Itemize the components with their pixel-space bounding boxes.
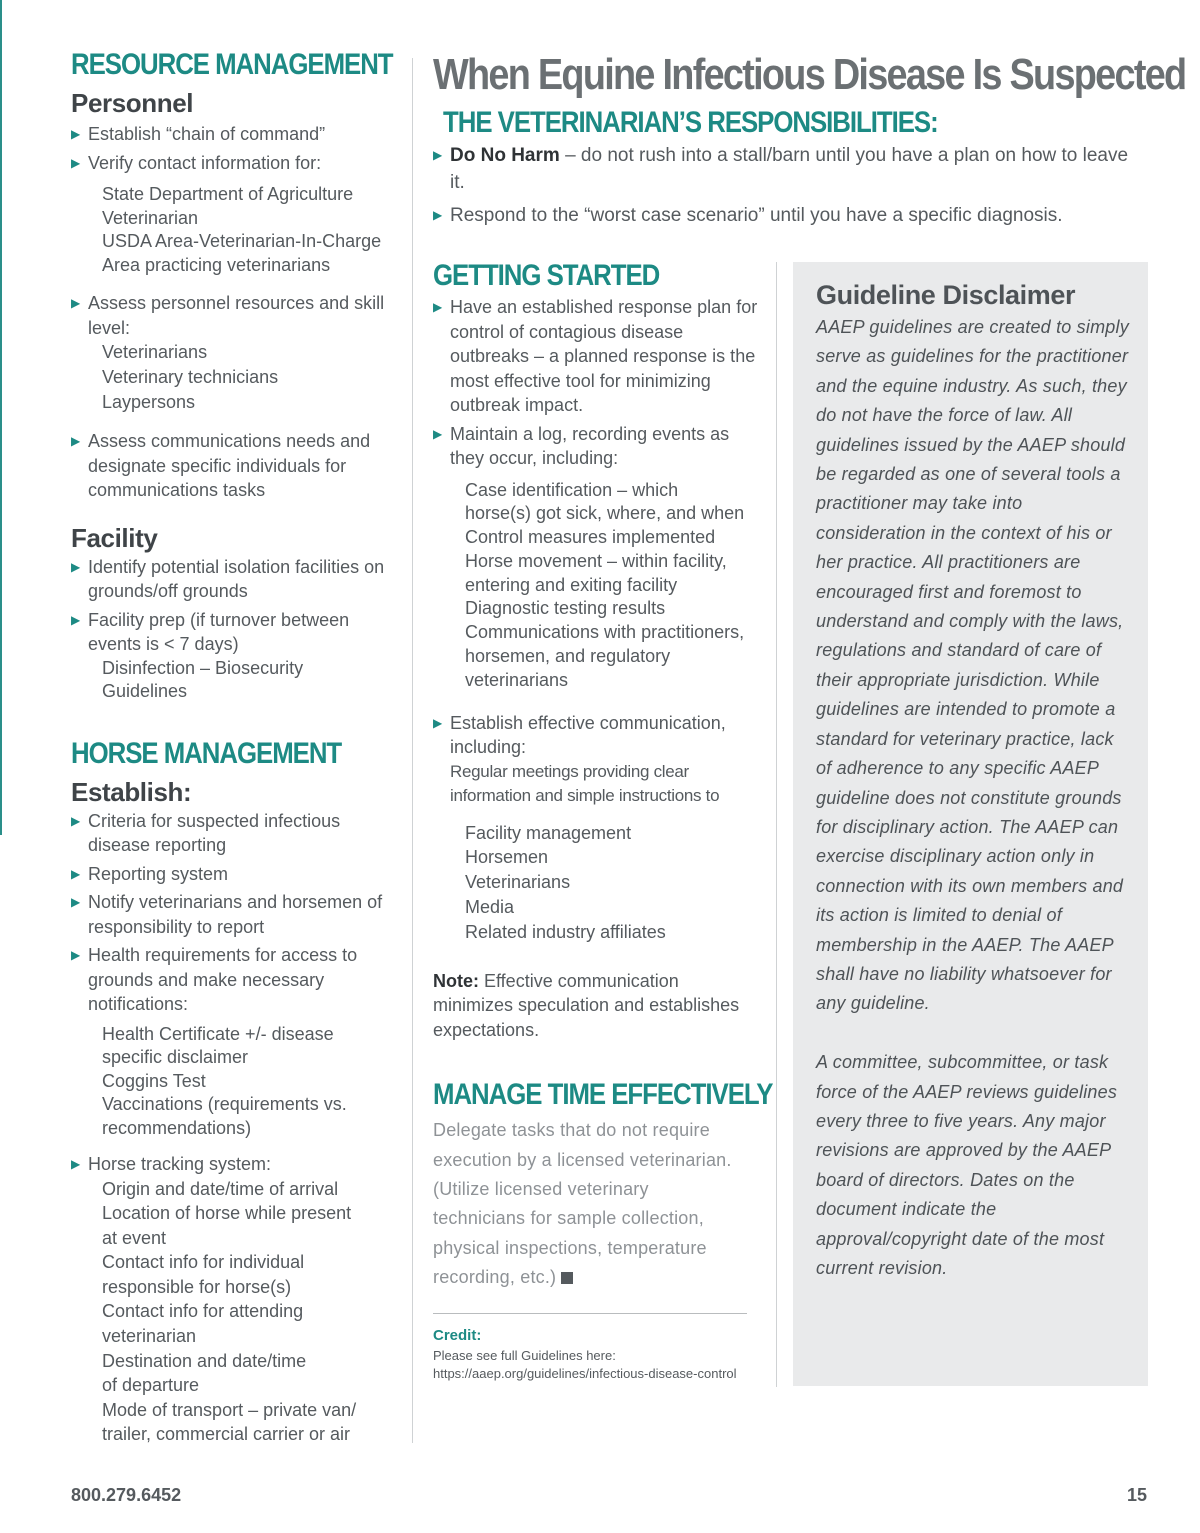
list-item: Coggins Test bbox=[102, 1070, 206, 1091]
triangle-bullet-icon: ▶ bbox=[71, 434, 81, 448]
list-item: Veterinarians bbox=[102, 342, 208, 362]
triangle-bullet-icon: ▶ bbox=[71, 127, 81, 141]
page-edge-rule bbox=[0, 0, 2, 835]
list-item: ▶ Facility prep (if turnover between events is < 7 days) bbox=[71, 609, 350, 654]
horse-management-heading: HORSE MANAGEMENT bbox=[71, 736, 342, 770]
list-item: Area practicing veterinarians bbox=[102, 254, 331, 275]
triangle-bullet-icon: ▶ bbox=[433, 426, 443, 441]
list-item: ▶ Assess communications needs and designate specific individuals for communications tasks bbox=[71, 431, 371, 500]
triangle-bullet-icon: ▶ bbox=[433, 148, 443, 162]
list-item: ▶ Respond to the “worst case scenario” until you have a specific diagnosis. bbox=[433, 202, 1153, 229]
personnel-types bbox=[71, 340, 401, 415]
list-item: ▶ Notify veterinarians and horsemen of responsibility to report bbox=[71, 892, 383, 937]
list-item: Related industry affiliates bbox=[465, 921, 666, 942]
facility-heading: Facility bbox=[71, 522, 158, 553]
triangle-bullet-icon: ▶ bbox=[71, 559, 81, 574]
list-item: Guidelines bbox=[102, 681, 188, 701]
list-item: ▶ Maintain a log, recording events as they occur, including: bbox=[433, 423, 730, 468]
list-item: Disinfection – Biosecurity bbox=[102, 657, 304, 678]
triangle-bullet-icon: ▶ bbox=[71, 612, 81, 627]
column-divider bbox=[776, 262, 777, 1387]
list-item: veterinarians bbox=[465, 669, 569, 690]
triangle-bullet-icon: ▶ bbox=[433, 715, 443, 730]
footer-phone: 800.279.6452 bbox=[71, 1485, 182, 1505]
triangle-bullet-icon: ▶ bbox=[71, 1157, 81, 1171]
column-divider bbox=[412, 58, 413, 1443]
contact-list bbox=[71, 183, 401, 277]
triangle-bullet-icon: ▶ bbox=[71, 866, 81, 881]
end-mark-icon bbox=[561, 1272, 573, 1284]
middle-column bbox=[433, 259, 773, 1383]
list-item: Contact info for attending bbox=[102, 1301, 304, 1322]
left-column bbox=[71, 48, 401, 1447]
list-item: recommendations) bbox=[102, 1117, 252, 1138]
manage-time-heading: MANAGE TIME EFFECTIVELY bbox=[433, 1078, 773, 1112]
disclaimer-title: Guideline Disclaimer bbox=[816, 280, 1076, 310]
resource-management-heading: RESOURCE MANAGEMENT bbox=[71, 48, 393, 81]
list-item: Location of horse while present bbox=[102, 1203, 352, 1224]
list-item: ▶ Establish “chain of command” bbox=[71, 122, 401, 147]
triangle-bullet-icon: ▶ bbox=[71, 948, 81, 962]
list-item: Veterinarian bbox=[102, 207, 199, 228]
triangle-bullet-icon: ▶ bbox=[433, 208, 443, 222]
list-item: Veterinary technicians bbox=[102, 367, 279, 387]
vet-responsibilities-heading: THE VETERINARIAN’S RESPONSIBILITIES: bbox=[443, 106, 938, 139]
list-item: Media bbox=[465, 897, 515, 918]
list-item: Horse movement – within facility, bbox=[465, 550, 727, 571]
list-item: Facility management bbox=[465, 822, 632, 843]
tracking-items bbox=[71, 1177, 401, 1448]
page-number: 15 bbox=[1127, 1485, 1148, 1505]
list-item: trailer, commercial carrier or air bbox=[102, 1424, 351, 1445]
manage-time-text: Delegate tasks that do not require execution by a licensed veterinarian. (Utilize licensed veterinary technicians for sample collection, physical inspections, temperature recording, etc.) bbox=[433, 1120, 732, 1288]
list-item: horse(s) got sick, where, and when bbox=[465, 503, 745, 524]
list-item: Contact info for individual bbox=[102, 1252, 305, 1273]
list-item: ▶ Criteria for suspected infectious disease reporting bbox=[71, 810, 341, 855]
triangle-bullet-icon: ▶ bbox=[71, 155, 81, 170]
list-item: ▶ Identify potential isolation facilities on grounds/off grounds bbox=[71, 556, 385, 601]
list-item: Case identification – which bbox=[465, 479, 679, 500]
triangle-bullet-icon: ▶ bbox=[71, 813, 81, 828]
note-paragraph: Note: Effective communication minimizes speculation and establishes expectations. bbox=[433, 970, 740, 1040]
meetings-text: Regular meetings providing clear information and simple instructions to bbox=[450, 761, 720, 806]
list-item: Communications with practitioners, bbox=[465, 622, 745, 643]
triangle-bullet-icon: ▶ bbox=[433, 300, 443, 314]
triangle-bullet-icon: ▶ bbox=[71, 296, 81, 310]
personnel-heading: Personnel bbox=[71, 88, 194, 118]
page-title: When Equine Infectious Disease Is Suspected bbox=[433, 50, 1186, 99]
right-top-section bbox=[433, 48, 1186, 233]
list-item: ▶ Horse tracking system: bbox=[71, 1152, 401, 1177]
list-item: Horsemen bbox=[465, 847, 549, 868]
disclaimer-paragraph: AAEP guidelines are created to simply serve as guidelines for the practitioner and the equine industry. As such, they do not have the force of law. All guidelines issued by the AAEP should be regarded as one of several tools a practitioner may take into consideration in the context of his or her practice. All practitioners are encouraged first and foremost to understand and comply with the laws, regulations and standard of care of their appropriate jurisdiction. While guidelines are intended to promote a standard for veterinary practice, lack of adherence to any specific AAEP guideline does not constitute grounds for disciplinary action. The AAEP can exercise disciplinary action only in connection with its own members and its action is limited to denial of membership in the AAEP. The AAEP shall have no liability whatsoever for any guideline. bbox=[816, 317, 1129, 1014]
list-item: ▶ Establish effective communication, including: bbox=[433, 712, 726, 758]
list-item: Origin and date/time of arrival bbox=[102, 1178, 339, 1199]
health-items bbox=[71, 1023, 401, 1141]
list-item: USDA Area-Veterinarian-In-Charge bbox=[102, 231, 382, 251]
list-item: Mode of transport – private van/ bbox=[102, 1399, 357, 1420]
list-item: horsemen, and regulatory bbox=[465, 646, 671, 667]
list-item: Veterinarians bbox=[465, 872, 571, 893]
list-item: ▶ Have an established response plan for control of contagious disease outbreaks – a planned response is the most effective tool for minimizing outbreak impact. bbox=[433, 297, 758, 415]
list-item: Vaccinations (requirements vs. bbox=[102, 1094, 347, 1114]
list-item: entering and exiting facility bbox=[465, 574, 678, 595]
guidelines-link[interactable]: https://aaep.org/guidelines/infectious-disease-control bbox=[433, 1365, 737, 1381]
list-item: at event bbox=[102, 1227, 167, 1248]
list-item: ▶ Health requirements for access to grounds and make necessary notifications: bbox=[71, 945, 358, 1014]
communication-targets bbox=[433, 821, 763, 945]
list-item: Laypersons bbox=[102, 392, 196, 412]
triangle-bullet-icon: ▶ bbox=[71, 895, 81, 909]
list-item: veterinarian bbox=[102, 1326, 197, 1347]
credit-label: Credit: bbox=[433, 1326, 482, 1344]
divider bbox=[433, 1313, 747, 1314]
list-item: ▶ Do No Harm – do not rush into a stall/barn until you have a plan on how to leave it. bbox=[433, 142, 1130, 196]
disclaimer-paragraph: A committee, subcommittee, or task force of the AAEP reviews guidelines every three to five years. Any major revisions are approved by the AAEP board of directors. Dates on the document indicate the approval/copyright date of the most current revision. bbox=[816, 1052, 1118, 1278]
credit-text: Please see full Guidelines here: https://aaep.org/guidelines/infectious-disease-control bbox=[433, 1347, 763, 1383]
establish-heading: Establish: bbox=[71, 776, 192, 807]
list-item: of departure bbox=[102, 1375, 200, 1396]
list-item: Destination and date/time bbox=[102, 1350, 307, 1371]
list-item: Health Certificate +/- disease bbox=[102, 1023, 334, 1044]
list-item: ▶ Verify contact information for: bbox=[71, 151, 401, 176]
list-item: State Department of Agriculture bbox=[102, 184, 354, 204]
getting-started-heading: GETTING STARTED bbox=[433, 259, 660, 292]
list-item: responsible for horse(s) bbox=[102, 1276, 292, 1297]
list-item: Control measures implemented bbox=[465, 527, 716, 548]
list-item: specific disclaimer bbox=[102, 1047, 249, 1067]
disclaimer-box bbox=[793, 262, 1148, 1386]
facility-subitems bbox=[71, 657, 401, 704]
log-items bbox=[433, 479, 763, 693]
list-item: ▶ Assess personnel resources and skill level: bbox=[71, 293, 385, 338]
list-item: Diagnostic testing results bbox=[465, 598, 666, 619]
list-item: ▶ Reporting system bbox=[71, 862, 401, 887]
